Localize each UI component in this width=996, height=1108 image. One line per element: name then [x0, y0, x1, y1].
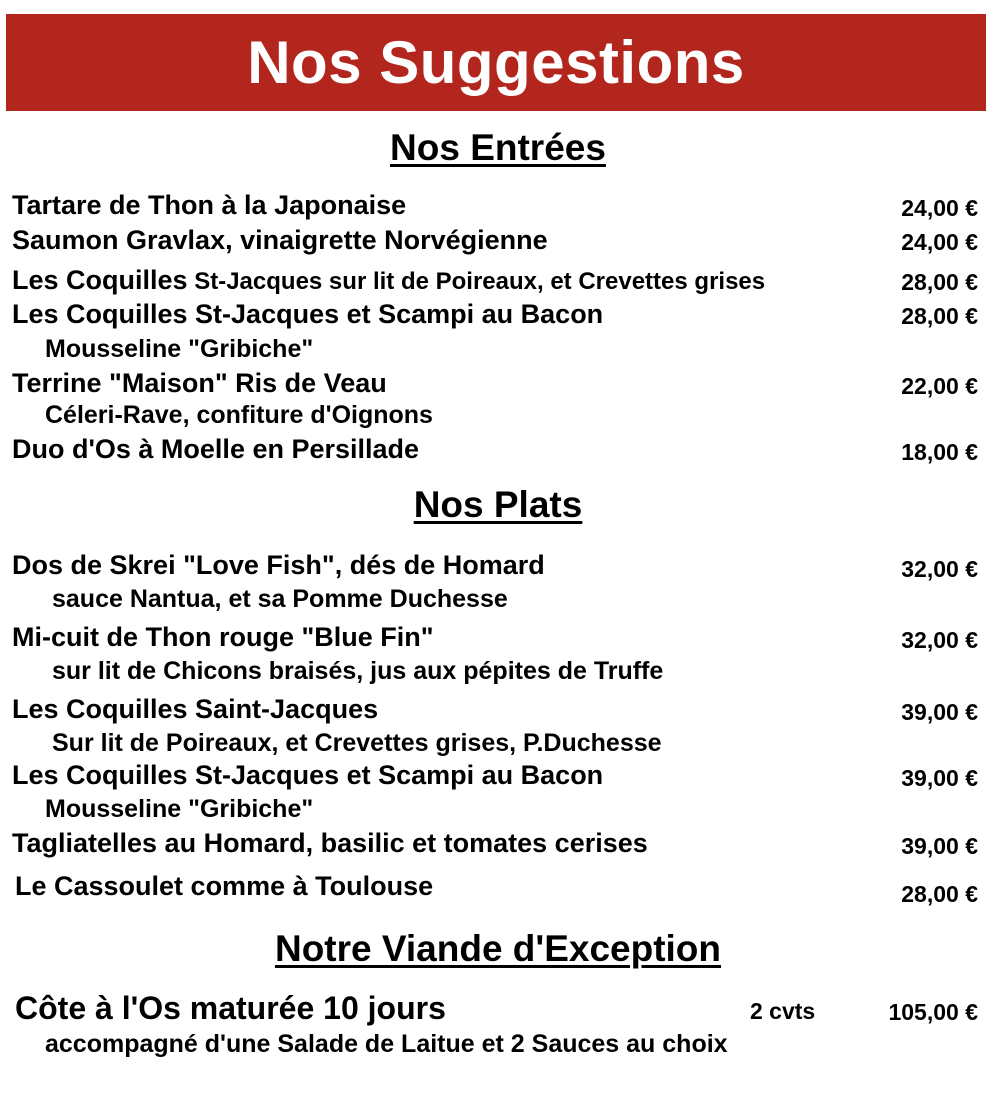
menu-item-price: 32,00 €	[901, 627, 978, 653]
page-title: Nos Suggestions	[247, 29, 745, 96]
menu-item-price: 32,00 €	[901, 556, 978, 582]
menu-item-name-main: Les Coquilles	[12, 265, 188, 295]
menu-item-name: Le Cassoulet comme à Toulouse	[15, 871, 434, 901]
menu-item-name: Tartare de Thon à la Japonaise	[12, 190, 407, 220]
menu-item-price: 28,00 €	[901, 303, 978, 329]
menu-item-name: Dos de Skrei "Love Fish", dés de Homard	[12, 550, 545, 580]
menu-item-name: Saumon Gravlax, vinaigrette Norvégienne	[12, 225, 548, 255]
menu-item-price: 28,00 €	[901, 881, 978, 907]
menu-item-price: 22,00 €	[901, 373, 978, 399]
menu-item-price: 39,00 €	[901, 765, 978, 791]
menu-item-quantity: 2 cvts	[750, 998, 816, 1024]
menu-item-description: Céleri-Rave, confiture d'Oignons	[45, 401, 433, 429]
menu-item-price: 39,00 €	[901, 699, 978, 725]
menu-item-price: 24,00 €	[901, 195, 978, 221]
menu-item-description: Mousseline "Gribiche"	[45, 335, 314, 363]
menu-item-name: Tagliatelles au Homard, basilic et tomates cerises	[12, 828, 648, 858]
header-banner	[6, 14, 986, 111]
menu-item-price: 105,00 €	[888, 999, 978, 1025]
menu-item-name: Duo d'Os à Moelle en Persillade	[12, 434, 420, 464]
menu-item-description: Sur lit de Poireaux, et Crevettes grises, P.Duchesse	[52, 729, 662, 757]
menu-item-name: Les Coquilles St-Jacques et Scampi au Bacon	[12, 299, 604, 329]
menu-item-price: 24,00 €	[901, 229, 978, 255]
menu-item-description: accompagné d'une Salade de Laitue et 2 Sauces au choix	[45, 1030, 728, 1058]
menu-item-price: 18,00 €	[901, 439, 978, 465]
menu-item-description: sur lit de Chicons braisés, jus aux pépites de Truffe	[52, 657, 664, 685]
menu-item-name: Côte à l'Os maturée 10 jours	[15, 990, 446, 1026]
menu-item-name: Terrine "Maison" Ris de Veau	[12, 368, 387, 398]
section-title-viande: Notre Viande d'Exception	[274, 928, 722, 969]
menu-item-name	[12, 265, 765, 296]
section-title-entrees: Nos Entrées	[390, 127, 606, 168]
menu-item-description: Mousseline "Gribiche"	[45, 795, 314, 823]
menu-item-description: sauce Nantua, et sa Pomme Duchesse	[52, 585, 508, 613]
menu-item-price: 39,00 €	[901, 833, 978, 859]
menu-item-name: Les Coquilles St-Jacques et Scampi au Bacon	[12, 760, 604, 790]
menu-item-name: Les Coquilles Saint-Jacques	[12, 694, 379, 724]
menu-item-name-rest: St-Jacques sur lit de Poireaux, et Crevettes grises	[187, 268, 766, 295]
menu-item-name: Mi-cuit de Thon rouge "Blue Fin"	[12, 622, 434, 652]
menu-item-price: 28,00 €	[901, 269, 978, 295]
section-title-plats: Nos Plats	[413, 484, 583, 525]
